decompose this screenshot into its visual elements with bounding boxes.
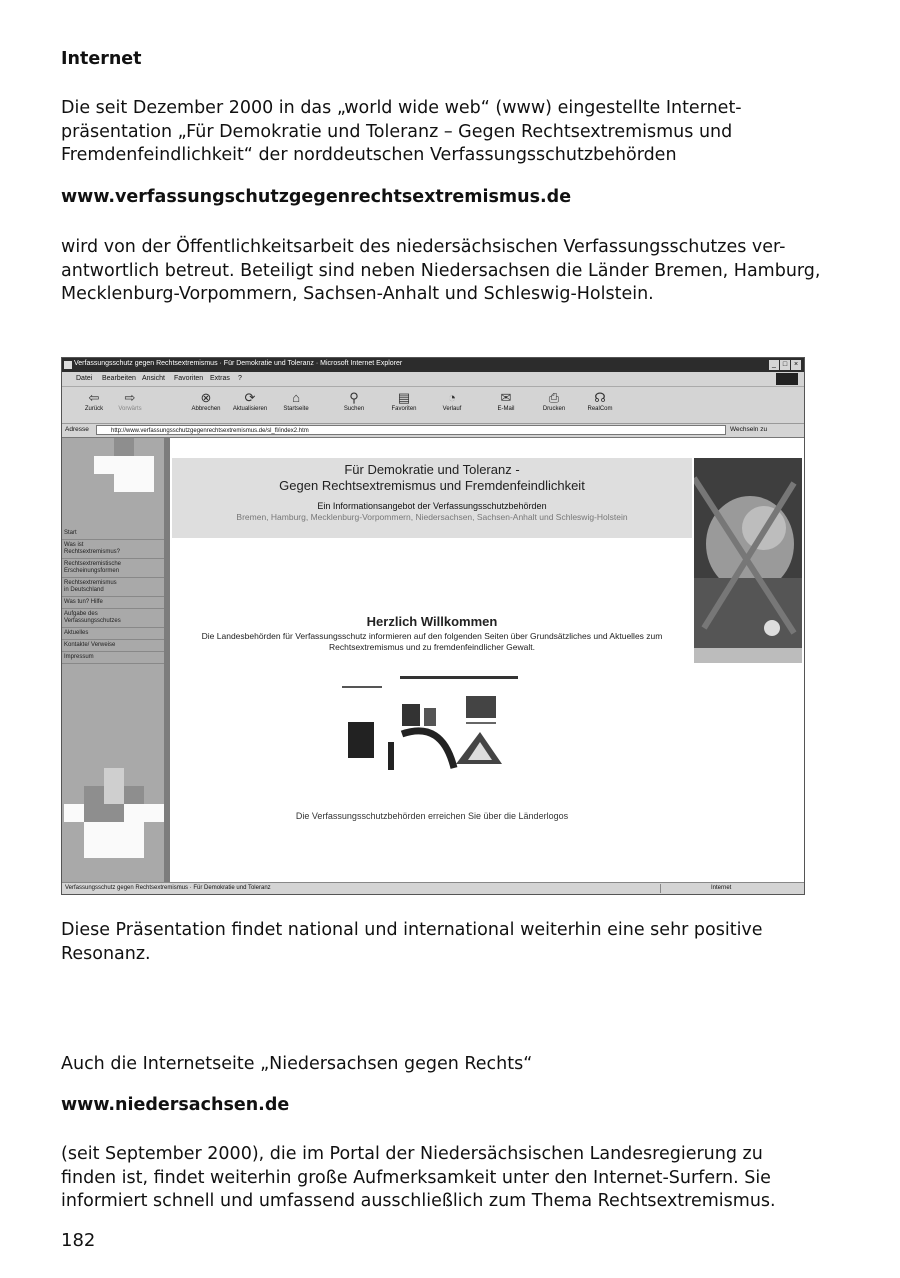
realcom-icon: ☊ RealCom (587, 390, 613, 412)
menu-bearbeiten: Bearbeiten (102, 375, 136, 382)
search-icon: ⚲ Suchen (343, 390, 365, 412)
niedersachsen-intro: Auch die Internetseite „Niedersachsen gegen Rechts“ (61, 1054, 533, 1074)
back-arrow-icon: ⇦ Zurück (84, 390, 104, 412)
close-icon: × (791, 360, 801, 370)
stop-icon: ⊗ Abbrechen (191, 390, 221, 412)
status-zone: Internet (660, 884, 800, 893)
website-url-2: www.niedersachsen.de (61, 1095, 290, 1115)
print-icon: ⎙ Drucken (542, 390, 566, 412)
browser-screenshot (61, 357, 805, 895)
address-field: http://www.verfassungsschutzgegenrechtsextremismus.de/sl_fl/index2.htm (96, 425, 726, 435)
history-icon: ◔ Verlauf (442, 390, 462, 412)
browser-viewport (62, 438, 804, 882)
site-sidebar (62, 438, 170, 882)
nav-item-task: Aufgabe des Verfassungsschutzes (62, 609, 164, 628)
menu-help: ? (238, 375, 242, 382)
window-controls (769, 360, 801, 370)
browser-throbber-icon (776, 373, 798, 385)
welcome-title: Herzlich Willkommen (366, 614, 498, 629)
favorites-icon: ▤ Favoriten (391, 390, 417, 412)
browser-statusbar (62, 882, 804, 895)
site-states: Bremen, Hamburg, Mecklenburg-Vorpommern, Niedersachsen, Sachsen-Anhalt und Schleswig-Holstein (236, 512, 628, 522)
maximize-icon: □ (780, 360, 790, 370)
nav-item-news: Aktuelles (62, 628, 164, 640)
forward-arrow-icon: ⇨ Vorwärts (118, 390, 142, 412)
nav-item-help: Was tun? Hilfe (62, 597, 164, 609)
menu-favoriten: Favoriten (174, 375, 204, 382)
resonance-paragraph: Diese Präsentation findet national und international weiterhin eine sehr positive Resonanz. (61, 920, 763, 964)
nav-item-contacts: Kontakte/ Verweise (62, 640, 164, 652)
go-button: Wechseln zu (730, 426, 768, 433)
refresh-icon: ⟳ Aktualisieren (232, 390, 268, 412)
footer-note: Die Verfassungsschutzbehörden erreichen Sie über die Länderlogos (295, 811, 569, 821)
home-icon: ⌂ Startseite (283, 390, 309, 412)
browser-toolbar (62, 387, 804, 424)
menu-datei: Datei (76, 375, 93, 382)
nav-item-what-is: Was ist Rechtsextremismus? (62, 540, 164, 559)
hero-band (694, 648, 802, 663)
crossed-out-photo (694, 458, 802, 648)
mail-icon: ✉ E-Mail (497, 390, 515, 412)
site-subtitle: Ein Informationsangebot der Verfassungsschutzbehörden (317, 501, 547, 511)
responsibility-paragraph: wird von der Öffentlichkeitsarbeit des niedersächsischen Verfassungsschutzes ver-antwortlich betreut. Beteiligt sind neben Niedersachsen die Länder Bremen, Hamburg, Mecklenburg-Vorpommern, Sachsen-Anhalt und Schleswig-Holstein. (61, 237, 821, 304)
website-url-1: www.verfassungschutzgegenrechtsextremismus.de (61, 187, 572, 207)
address-label: Adresse (65, 426, 89, 433)
nav-item-start: Start (62, 528, 164, 540)
site-title: Für Demokratie und Toleranz - Gegen Rechtsextremismus und Fremdenfeindlichkeit (279, 462, 585, 493)
browser-addressbar (62, 424, 804, 438)
browser-titlebar (62, 358, 804, 372)
nav-item-imprint: Impressum (62, 652, 164, 664)
intro-paragraph: Die seit Dezember 2000 in das „world wide web“ (www) eingestellte Internet-präsentation „Für Demokratie und Toleranz – Gegen Rechtsextremismus und Fremdenfeindlichkeit“ der norddeutschen Verfassungsschutzbehörden (61, 98, 742, 165)
ie-icon (64, 361, 72, 369)
portal-paragraph: (seit September 2000), die im Portal der Niedersächsischen Landesregierung zu finden ist, findet weiterhin große Aufmerksamkeit unter den Internet-Surfern. Sie informiert schnell und umfassend ausschließlich zum Thema Rechtsextremismus. (61, 1144, 776, 1211)
state-logos (342, 676, 532, 816)
welcome-text: Die Landesbehörden für Verfassungsschutz informieren auf den folgenden Seiten über Grundsätzliches und Aktuelles zum Rechtsextremismus und zu fremdenfeindlicher Gewalt. (201, 631, 663, 652)
menu-extras: Extras (210, 375, 230, 382)
nav-item-forms: Rechtsextremistische Erscheinungsformen (62, 559, 164, 578)
site-nav (62, 528, 164, 664)
browser-window-title: Verfassungsschutz gegen Rechtsextremismus · Für Demokratie und Toleranz · Microsoft Internet Explorer (74, 360, 403, 367)
nav-item-germany: Rechtsextremismus in Deutschland (62, 578, 164, 597)
minimize-icon: _ (769, 360, 779, 370)
page-number: 182 (61, 1230, 96, 1251)
menu-ansicht: Ansicht (142, 375, 165, 382)
browser-menubar (62, 372, 804, 387)
site-header (172, 458, 692, 538)
section-heading: Internet (61, 49, 142, 69)
status-text: Verfassungsschutz gegen Rechtsextremismus · Für Demokratie und Toleranz (65, 885, 271, 891)
